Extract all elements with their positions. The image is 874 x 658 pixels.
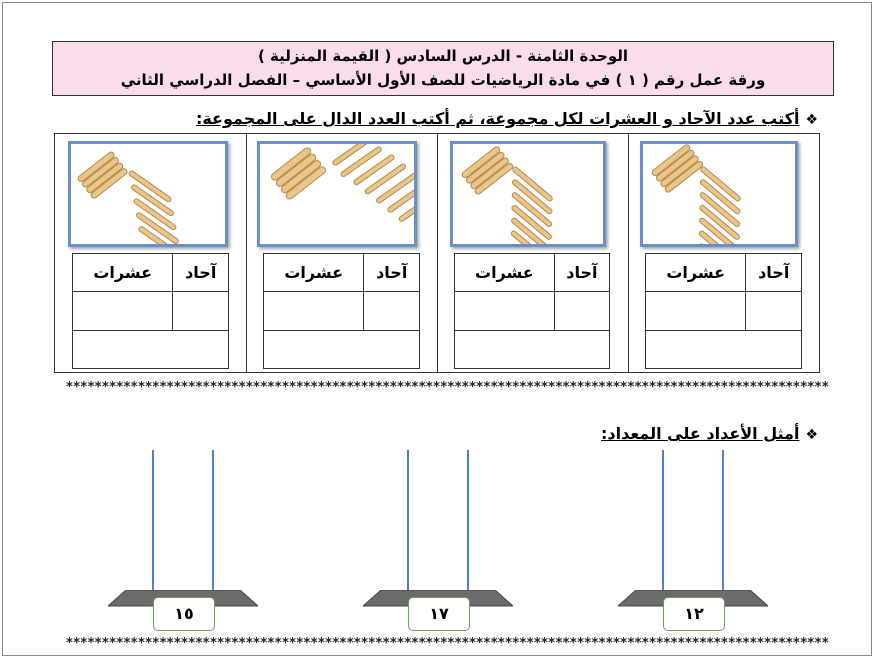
sticks-image-group-4 [68,141,228,247]
grid-divider [437,134,438,372]
number-answer-cell[interactable] [646,331,802,369]
instruction-2 [601,424,818,443]
worksheet-header [52,41,834,96]
star-divider-bottom: ********************************************************************************************************** [66,636,830,651]
number-answer-cell[interactable] [455,331,610,369]
sticks-bundle-icon [643,144,795,244]
ones-rod[interactable] [467,450,469,600]
ones-answer-cell[interactable] [364,292,420,331]
star-divider: ********************************************************************************************************** [66,380,830,395]
tens-answer-cell[interactable] [455,292,555,331]
place-value-table-4 [72,253,229,369]
tens-rod[interactable] [407,450,409,600]
instruction-1-text: أكتب عدد الآحاد و العشرات لكل مجموعة، ثم أكتب العدد الدال على المجموعة: [195,109,800,128]
sticks-bundle-icon [71,144,225,244]
tens-answer-cell[interactable] [73,292,173,331]
place-value-table-3 [263,253,420,369]
abacus-number: ١٧ [408,597,470,631]
ones-rod[interactable] [722,450,724,600]
abacus-number: ١٥ [153,597,215,631]
tens-answer-cell[interactable] [646,292,746,331]
tens-rod[interactable] [152,450,154,600]
ones-header: آحاد [554,254,609,292]
ones-header: آحاد [746,254,802,292]
sticks-image-group-1 [640,141,798,247]
sticks-bundle-icon [453,144,603,244]
sticks-bundle-icon [260,144,414,244]
tens-header: عشرات [455,254,555,292]
abacus-2[interactable] [363,450,513,630]
number-answer-cell[interactable] [73,331,229,369]
abacus-number: ١٢ [663,597,725,631]
ones-header: آحاد [364,254,420,292]
header-title: الوحدة الثامنة - الدرس السادس ( القيمة المنزلية ) [257,47,629,65]
instruction-2-text: أمثل الأعداد على المعداد: [601,424,800,443]
tens-header: عشرات [73,254,173,292]
tens-header: عشرات [646,254,746,292]
grid-divider [628,134,629,372]
instruction-1 [196,109,818,128]
header-subtitle: ورقة عمل رقم ( ١ ) في مادة الرياضيات للصف الأول الأساسي – الفصل الدراسي الثاني [120,71,766,89]
place-value-table-1 [645,253,802,369]
ones-answer-cell[interactable] [173,292,229,331]
ones-rod[interactable] [212,450,214,600]
ones-answer-cell[interactable] [554,292,609,331]
abacus-3[interactable] [108,450,258,630]
sticks-image-group-2 [450,141,606,247]
tens-answer-cell[interactable] [264,292,364,331]
bullet-icon: ❖ [805,112,818,128]
tens-header: عشرات [264,254,364,292]
ones-header: آحاد [173,254,229,292]
tens-rod[interactable] [662,450,664,600]
number-answer-cell[interactable] [264,331,420,369]
grid-divider [246,134,247,372]
bullet-icon: ❖ [805,427,818,443]
place-value-table-2 [454,253,610,369]
sticks-image-group-3 [257,141,417,247]
abacus-1[interactable] [618,450,768,630]
ones-answer-cell[interactable] [746,292,802,331]
